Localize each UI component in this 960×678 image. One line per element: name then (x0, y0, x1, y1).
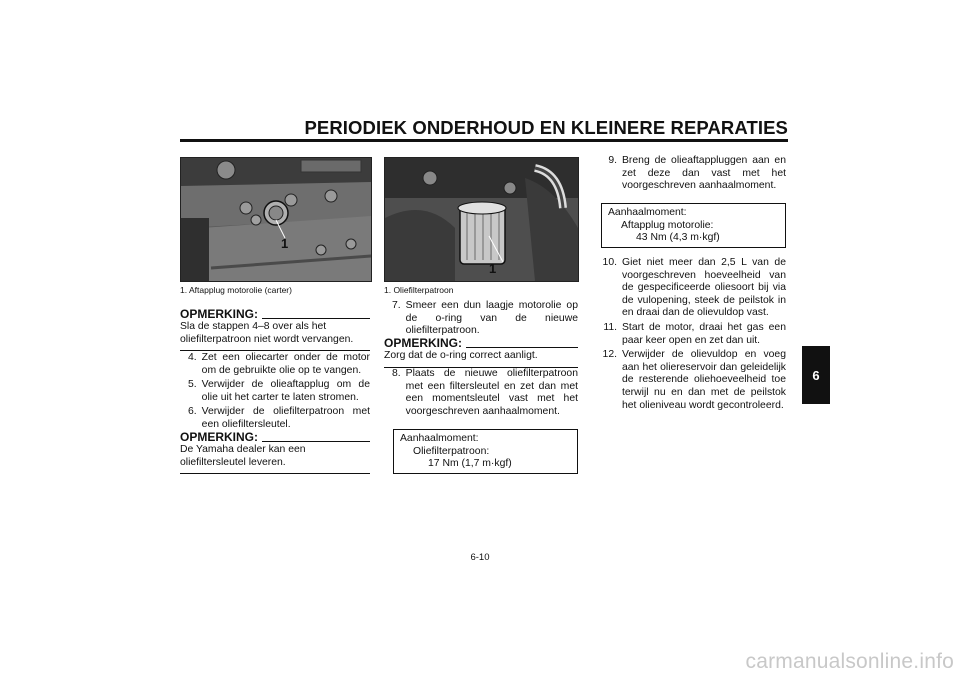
steps-list-2a (392, 300, 578, 340)
torque-spec-box (393, 429, 578, 474)
note-heading: OPMERKING: (180, 430, 370, 444)
note-text: Sla de stappen 4–8 over als het oliefilterpatroon niet wordt vervangen. (180, 321, 370, 351)
callout-1: 1 (281, 236, 289, 251)
oil-filter-illustration (385, 158, 578, 281)
page-number: 6-10 (470, 552, 490, 563)
steps-list-3a (601, 155, 786, 195)
spec-label: Aanhaalmoment: (400, 433, 479, 444)
spec-item: Oliefilterpatroon: (413, 445, 490, 457)
list-item: 11. Start de motor, draai het gas een paar keer open en zet dan uit. (603, 321, 786, 346)
list-item: 12. Verwijder de olievuldop en voeg aan het oliereservoir dan geleidelijk de resterende oliehoeveelheid toe terwijl nu en dan met de peilstok het olieniveau wordt gecontroleerd. (602, 349, 786, 411)
list-item: 5. Verwijder de olieaftapplug om de olie uit het carter te laten stromen. (188, 379, 370, 403)
figure-caption: 1. Oliefilterpatroon (384, 285, 454, 295)
list-item: 6. Verwijder de oliefilterpatroon met een oliefiltersleutel. (188, 406, 370, 430)
chapter-tab: 6 (802, 346, 830, 404)
engine-drain-plug-illustration (181, 158, 371, 281)
engine-drain-plug-photo (180, 157, 372, 282)
list-item: 8. Plaats de nieuwe oliefilterpatroon met een filtersleutel en zet dan met een momentsleutel vast met het voorgeschreven aanhaalmoment. (392, 368, 578, 417)
list-item: 7. Smeer een dun laagje motorolie op de o-ring van de nieuwe oliefilterpatroon. (392, 300, 578, 337)
oil-filter-photo (384, 157, 579, 282)
note-heading: OPMERKING: (384, 336, 578, 350)
list-item: 10. Giet niet meer dan 2,5 L van de voorgeschreven hoeveelheid van de gespecificeerde oliesoort bij via de vulopening, steek de peilstok in en draai dan de olievuldop vast. (602, 257, 786, 319)
spec-item: Aftapplug motorolie: (621, 219, 714, 231)
note-text: De Yamaha dealer kan een oliefiltersleutel leveren. (180, 444, 370, 474)
spec-value: 43 Nm (4,3 m·kgf) (636, 232, 720, 244)
steps-list-3b (593, 257, 786, 414)
note-block-3 (384, 336, 578, 368)
note-block-1 (180, 307, 370, 351)
watermark: carmanualsonline.info (745, 650, 954, 673)
page-title: PERIODIEK ONDERHOUD EN KLEINERE REPARATIES (304, 117, 788, 138)
note-block-2 (180, 430, 370, 474)
note-text: Zorg dat de o-ring correct aanligt. (384, 350, 578, 368)
list-item: 9. Breng de olieaftappluggen aan en zet deze dan vast met het voorgeschreven aanhaalmoment. (608, 155, 786, 192)
steps-list-1 (188, 352, 370, 434)
title-rule (180, 139, 788, 142)
callout-1: 1 (489, 261, 497, 276)
torque-spec-box (601, 203, 786, 248)
figure-caption: 1. Aftapplug motorolie (carter) (180, 285, 292, 295)
note-heading: OPMERKING: (180, 307, 370, 321)
list-item: 4. Zet een oliecarter onder de motor om de gebruikte olie op te vangen. (188, 352, 370, 376)
steps-list-2b (392, 368, 578, 420)
spec-value: 17 Nm (1,7 m·kgf) (428, 458, 512, 470)
spec-label: Aanhaalmoment: (608, 207, 687, 218)
